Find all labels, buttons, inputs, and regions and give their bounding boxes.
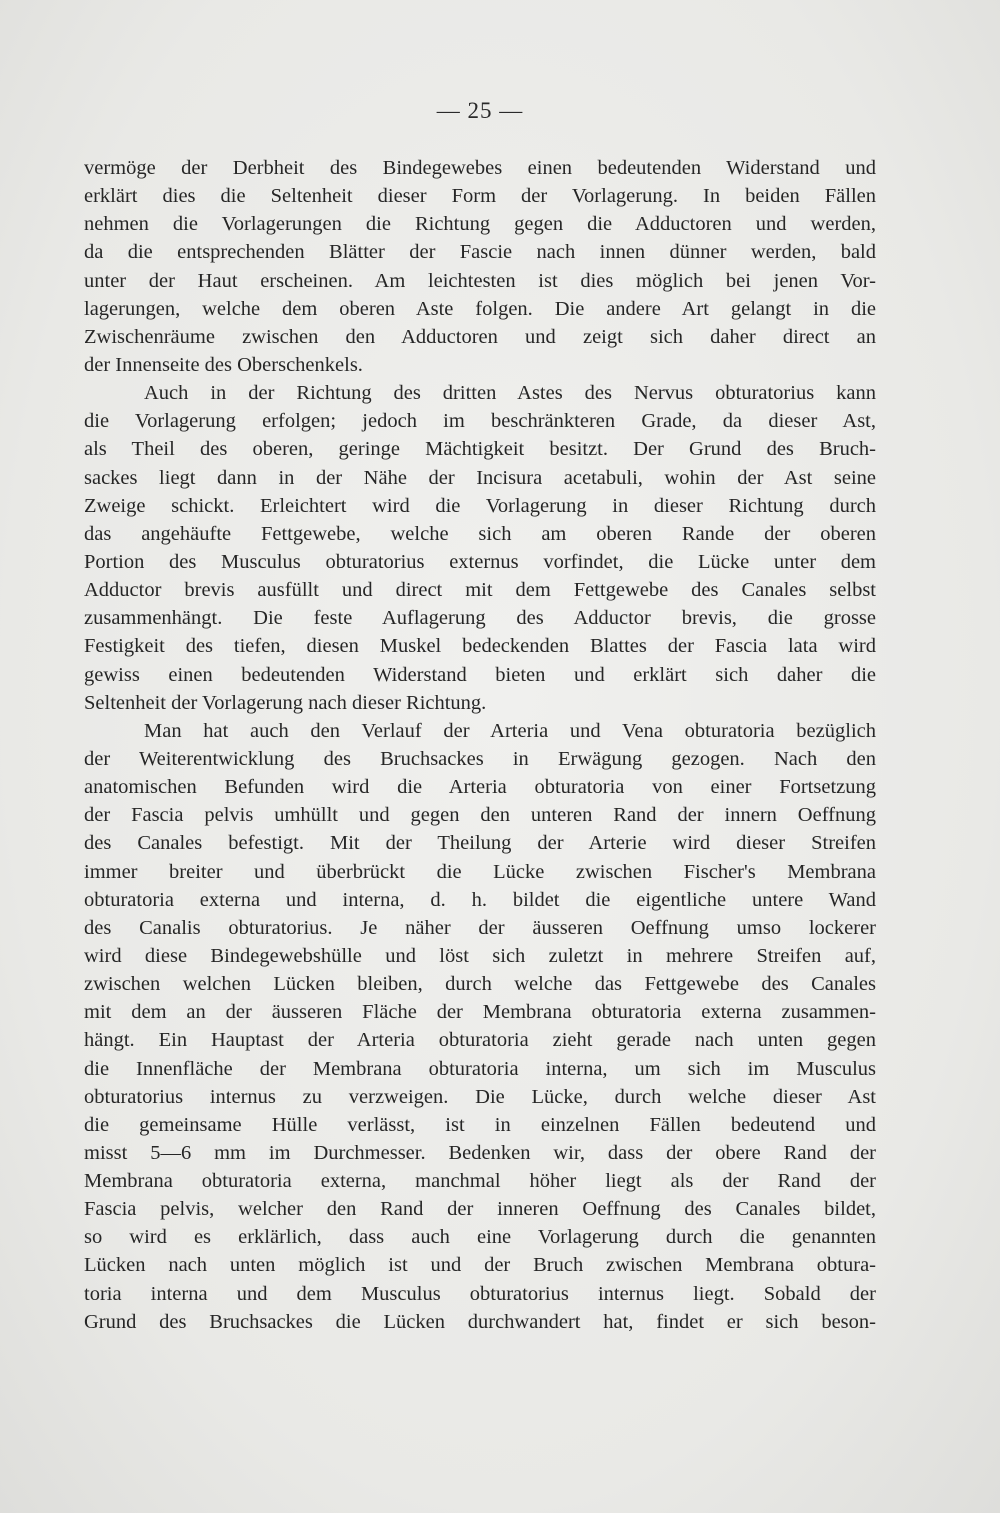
text-line: Man hat auch den Verlauf der Arteria und Vena obturatoria bezüglich bbox=[144, 719, 876, 742]
text-line: obturatorius internus zu verzweigen. Die Lücke, durch welche dieser Ast bbox=[84, 1085, 876, 1108]
text-line: der Fascia pelvis umhüllt und gegen den unteren Rand der innern Oeffnung bbox=[84, 804, 876, 827]
text-line: als Theil des oberen, geringe Mächtigkeit besitzt. Der Grund des Bruch- bbox=[84, 438, 876, 461]
text-line: mit dem an der äusseren Fläche der Membrana obturatoria externa zusammen- bbox=[84, 1001, 876, 1024]
text-line: nehmen die Vorlagerungen die Richtung gegen die Adductoren und werden, bbox=[84, 213, 876, 236]
text-line: das angehäufte Fettgewebe, welche sich am oberen Rande der oberen bbox=[84, 522, 876, 545]
text-line: unter der Haut erscheinen. Am leichtesten ist dies möglich bei jenen Vor- bbox=[84, 269, 876, 292]
text-line: erklärt dies die Seltenheit dieser Form der Vorlagerung. In beiden Fällen bbox=[84, 185, 876, 208]
text-line: vermöge der Derbheit des Bindegewebes einen bedeutenden Widerstand und bbox=[84, 157, 876, 179]
text-line: die Innenfläche der Membrana obturatoria interna, um sich im Musculus bbox=[84, 1057, 876, 1080]
text-line: misst 5—6 mm im Durchmesser. Bedenken wir, dass der obere Rand der bbox=[84, 1141, 876, 1164]
text-line: Zweige schickt. Erleichtert wird die Vorlagerung in dieser Richtung durch bbox=[84, 494, 876, 517]
text-line: Fascia pelvis, welcher den Rand der inneren Oeffnung des Canales bildet, bbox=[84, 1198, 876, 1221]
text-line: Grund des Bruchsackes die Lücken durchwandert hat, findet er sich beson- bbox=[84, 1310, 876, 1333]
text-line: Membrana obturatoria externa, manchmal höher liegt als der Rand der bbox=[84, 1170, 876, 1193]
body-text bbox=[84, 154, 876, 1336]
text-line: des Canalis obturatorius. Je näher der äusseren Oeffnung umso lockerer bbox=[84, 916, 876, 939]
text-line: sackes liegt dann in der Nähe der Incisura acetabuli, wohin der Ast seine bbox=[84, 466, 876, 489]
text-line: Festigkeit des tiefen, diesen Muskel bedeckenden Blattes der Fascia lata wird bbox=[84, 635, 876, 658]
text-line: Seltenheit der Vorlagerung nach dieser Richtung. bbox=[84, 691, 487, 714]
text-line: anatomischen Befunden wird die Arteria obturatoria von einer Fortsetzung bbox=[84, 776, 876, 799]
text-line: Auch in der Richtung des dritten Astes des Nervus obturatorius kann bbox=[144, 382, 876, 405]
text-line: gewiss einen bedeutenden Widerstand bieten und erklärt sich daher die bbox=[84, 663, 876, 686]
text-line: des Canales befestigt. Mit der Theilung der Arterie wird dieser Streifen bbox=[84, 832, 876, 855]
text-line: der Weiterentwicklung des Bruchsackes in Erwägung gezogen. Nach den bbox=[84, 747, 876, 770]
text-line: die Vorlagerung erfolgen; jedoch im beschränkteren Grade, da dieser Ast, bbox=[84, 410, 876, 433]
text-line: Adductor brevis ausfüllt und direct mit dem Fettgewebe des Canales selbst bbox=[84, 579, 876, 602]
text-line: die gemeinsame Hülle verlässt, ist in einzelnen Fällen bedeutend und bbox=[84, 1113, 876, 1136]
text-line: obturatoria externa und interna, d. h. bildet die eigentliche untere Wand bbox=[84, 888, 876, 911]
text-line: da die entsprechenden Blätter der Fascie nach innen dünner werden, bald bbox=[84, 241, 876, 264]
text-line: Lücken nach unten möglich ist und der Bruch zwischen Membrana obtura- bbox=[84, 1254, 876, 1277]
text-line: Portion des Musculus obturatorius externus vorfindet, die Lücke unter dem bbox=[84, 550, 876, 573]
text-line: hängt. Ein Hauptast der Arteria obturatoria zieht gerade nach unten gegen bbox=[84, 1029, 876, 1052]
text-line: Zwischenräume zwischen den Adductoren und zeigt sich daher direct an bbox=[84, 325, 876, 348]
text-line: so wird es erklärlich, dass auch eine Vorlagerung durch die genannten bbox=[84, 1226, 876, 1249]
text-line: immer breiter und überbrückt die Lücke zwischen Fischer's Membrana bbox=[84, 860, 876, 883]
text-line: zusammenhängt. Die feste Auflagerung des Adductor brevis, die grosse bbox=[84, 607, 876, 630]
text-line: lagerungen, welche dem oberen Aste folgen. Die andere Art gelangt in die bbox=[84, 297, 876, 320]
text-line: toria interna und dem Musculus obturatorius internus liegt. Sobald der bbox=[84, 1282, 876, 1305]
text-line: zwischen welchen Lücken bleiben, durch welche das Fettgewebe des Canales bbox=[84, 973, 876, 996]
text-line: wird diese Bindegewebshülle und löst sich zuletzt in mehrere Streifen auf, bbox=[84, 944, 876, 967]
text-line: der Innenseite des Oberschenkels. bbox=[84, 353, 363, 376]
page-number: — 25 — bbox=[436, 98, 524, 123]
